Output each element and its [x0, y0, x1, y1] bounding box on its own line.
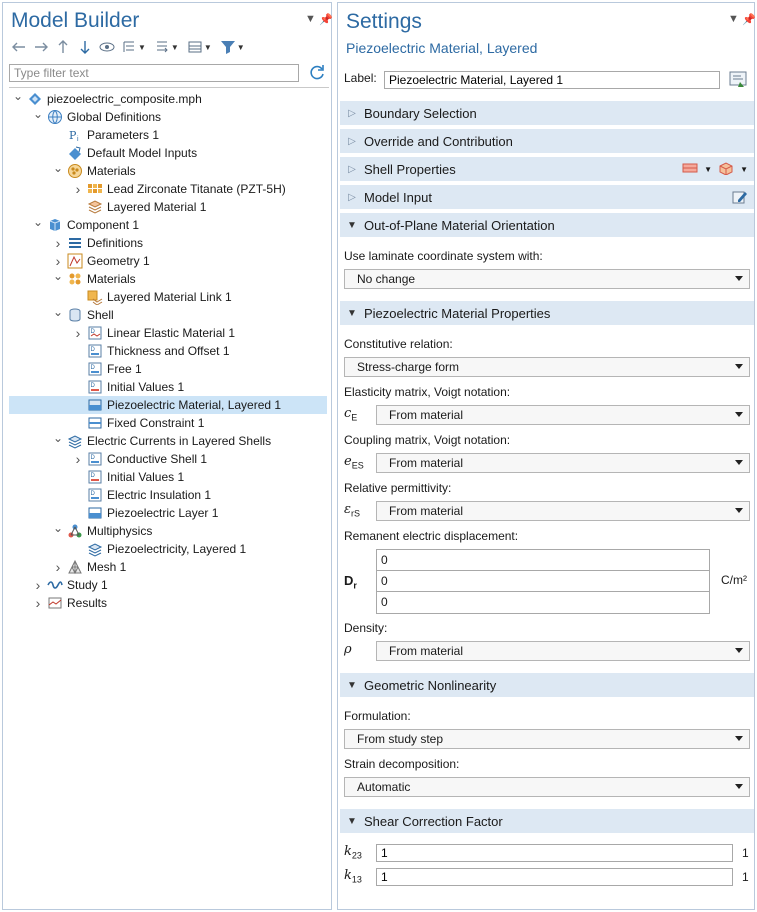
- conductive-shell-icon: [87, 451, 103, 467]
- tree-collapsed-icon[interactable]: ›: [75, 451, 81, 467]
- dropdown-arrow-icon: [735, 412, 743, 417]
- tree-item[interactable]: [71, 504, 218, 522]
- tree-item-label: Study 1: [67, 578, 108, 592]
- tree-item[interactable]: [71, 378, 184, 396]
- dropdown-arrow-icon: [735, 276, 743, 281]
- forward-arrow-icon[interactable]: [31, 38, 51, 56]
- dropdown-arrow-icon: [735, 736, 743, 741]
- tree-spacer: [71, 398, 85, 412]
- definitions-icon: [67, 235, 83, 251]
- tree-item-label: Fixed Constraint 1: [107, 416, 205, 430]
- symbol-subscript: r: [353, 580, 357, 591]
- material-icon: [87, 181, 103, 197]
- tree-spacer: [71, 470, 85, 484]
- permittivity-symbol: [344, 502, 360, 519]
- symbol-subscript: 13: [351, 874, 362, 885]
- k13-unit: 1: [742, 870, 749, 884]
- tree-item[interactable]: [71, 414, 204, 432]
- svg-text:D: D: [90, 455, 95, 461]
- remanent-z-input[interactable]: 0: [381, 595, 388, 609]
- tree-item[interactable]: [51, 144, 197, 162]
- edit-model-input-icon[interactable]: [732, 189, 748, 208]
- dropdown-arrow-icon: [735, 364, 743, 369]
- formulation-value: From study step: [357, 732, 444, 746]
- expanded-arrow-icon: ▼: [347, 815, 357, 827]
- tree-item-label: piezoelectric_composite.mph: [47, 92, 202, 106]
- electric-currents-icon: [67, 433, 83, 449]
- shell-icon: [67, 307, 83, 323]
- section-model-input[interactable]: [340, 185, 754, 209]
- expanded-arrow-icon: ▼: [347, 679, 357, 691]
- tree-item[interactable]: [51, 558, 126, 576]
- show-icon[interactable]: [97, 38, 117, 56]
- expanded-arrow-icon: ▼: [347, 219, 357, 231]
- tree-spacer: [71, 344, 85, 358]
- permittivity-select[interactable]: [376, 501, 750, 521]
- layer-plot-icon[interactable]: [682, 162, 698, 177]
- label-caption: Label:: [344, 71, 377, 85]
- model-tree: [9, 87, 329, 907]
- tree-expanded-icon[interactable]: ⌄: [52, 305, 64, 319]
- linear-elastic-icon: [87, 325, 103, 341]
- tree-item-label: Results: [67, 596, 108, 610]
- symbol-subscript: rS: [350, 508, 360, 519]
- label-row: [344, 71, 384, 85]
- tree-item-label: Initial Values 1: [107, 380, 185, 394]
- dropdown-arrow-icon: [735, 508, 743, 513]
- materials-icon: [67, 271, 83, 287]
- collapse-dropdown-icon[interactable]: ▼: [138, 42, 146, 52]
- tree-collapsed-icon[interactable]: ›: [35, 595, 41, 611]
- model-builder-toolbar: [9, 37, 249, 57]
- model-builder-title: Model Builder: [11, 9, 140, 32]
- mesh-icon: [67, 559, 83, 575]
- symbol-subscript: ES: [351, 460, 364, 471]
- tree-item[interactable]: [31, 216, 139, 234]
- move-down-icon[interactable]: [75, 38, 95, 56]
- laminate-coordinate-select[interactable]: [344, 269, 750, 289]
- model-builder-panel: [2, 2, 332, 910]
- coupling-symbol: [344, 454, 364, 471]
- coupling-caption: Coupling matrix, Voigt notation:: [344, 433, 511, 447]
- symbol-subscript: E: [351, 412, 358, 423]
- elasticity-symbol: [344, 406, 357, 423]
- tree-spacer: [71, 290, 85, 304]
- tree-item-label: Initial Values 1: [107, 470, 185, 484]
- tree-item-label: Component 1: [67, 218, 140, 232]
- tree-item-label: Electric Insulation 1: [107, 488, 212, 502]
- piezo-material-icon: [87, 397, 103, 413]
- collapsed-arrow-icon: ▷: [348, 191, 356, 203]
- symbol-text: k: [344, 844, 352, 859]
- tree-item[interactable]: [31, 576, 108, 594]
- pane-menu-icon[interactable]: ▼: [305, 13, 316, 25]
- back-arrow-icon[interactable]: [9, 38, 29, 56]
- symbol-subscript: 23: [351, 850, 362, 861]
- tree-spacer: [71, 362, 85, 376]
- parameters-icon: [67, 127, 83, 143]
- density-value: From material: [389, 644, 464, 658]
- initial-values-icon: [87, 469, 103, 485]
- tree-collapsed-icon[interactable]: ›: [75, 181, 81, 197]
- tree-filter-input[interactable]: [9, 64, 299, 82]
- results-icon: [47, 595, 63, 611]
- tree-item-label: Layered Material Link 1: [107, 290, 232, 304]
- tree-item[interactable]: [71, 360, 142, 378]
- tree-item[interactable]: [51, 126, 159, 144]
- constitutive-value: Stress-charge form: [357, 360, 460, 374]
- elasticity-value: From material: [389, 408, 464, 422]
- tree-item[interactable]: [51, 432, 271, 450]
- section-out-of-plane-orientation[interactable]: [340, 213, 754, 237]
- section-title: Geometric Nonlinearity: [364, 677, 497, 693]
- k23-symbol: [344, 844, 362, 861]
- symbol-text: e: [344, 454, 352, 469]
- tree-item-label: Piezoelectric Layer 1: [107, 506, 219, 520]
- tree-collapsed-icon[interactable]: ›: [55, 559, 61, 575]
- tree-expanded-icon[interactable]: ⌄: [32, 107, 44, 121]
- tree-collapsed-icon[interactable]: ›: [35, 577, 41, 593]
- svg-text:D: D: [90, 365, 95, 371]
- settings-panel: [337, 2, 755, 910]
- tree-spacer: [51, 146, 65, 160]
- symbol-text: D: [344, 573, 354, 588]
- expanded-arrow-icon: ▼: [347, 307, 357, 319]
- tree-item[interactable]: [51, 270, 136, 288]
- tree-item-label: Lead Zirconate Titanate (PZT-5H): [107, 182, 286, 196]
- dropdown-arrow-icon: [735, 784, 743, 789]
- tree-item[interactable]: [31, 594, 107, 612]
- tree-item[interactable]: [71, 180, 286, 198]
- refresh-icon[interactable]: [307, 63, 327, 83]
- density-caption: Density:: [344, 621, 388, 635]
- tree-collapsed-icon[interactable]: ›: [55, 235, 61, 251]
- section-title: Model Input: [364, 189, 432, 205]
- materials-globe-icon: [67, 163, 83, 179]
- settings-subtitle: Piezoelectric Material, Layered: [346, 40, 538, 56]
- symbol-text: ε: [344, 502, 351, 517]
- tree-expanded-icon[interactable]: ⌄: [52, 431, 64, 445]
- layered-material-link-icon: [87, 289, 103, 305]
- layout-dropdown-icon[interactable]: ▼: [203, 42, 212, 52]
- tree-item[interactable]: [51, 162, 136, 180]
- remanent-displacement-matrix: [376, 549, 710, 614]
- piezoelectricity-icon: [87, 541, 103, 557]
- k23-input[interactable]: [376, 844, 733, 862]
- coupling-value: From material: [389, 456, 464, 470]
- tree-expanded-icon[interactable]: ⌄: [52, 269, 64, 283]
- tree-collapsed-icon[interactable]: ›: [75, 325, 81, 341]
- tree-item[interactable]: [51, 306, 114, 324]
- dropdown-arrow-icon: [735, 460, 743, 465]
- settings-pin-icon[interactable]: 📌: [742, 14, 756, 26]
- coupling-matrix-select[interactable]: [376, 453, 750, 473]
- globe-icon: [47, 109, 63, 125]
- layered-material-icon: [87, 199, 103, 215]
- layer-3d-icon[interactable]: [718, 161, 734, 178]
- formulation-caption: Formulation:: [344, 709, 411, 723]
- tree-item-label: Electric Currents in Layered Shells: [87, 434, 272, 448]
- tree-item-label: Materials: [87, 164, 136, 178]
- density-select[interactable]: [376, 641, 750, 661]
- tree-item[interactable]: [9, 396, 327, 414]
- tree-spacer: [71, 542, 85, 556]
- pin-icon[interactable]: 📌: [319, 14, 333, 26]
- constitutive-caption: Constitutive relation:: [344, 337, 453, 351]
- tree-spacer: [71, 506, 85, 520]
- k13-symbol: [344, 868, 362, 885]
- symbol-text: k: [344, 868, 352, 883]
- permittivity-caption: Relative permittivity:: [344, 481, 452, 495]
- tree-expanded-icon[interactable]: ⌄: [52, 521, 64, 535]
- collapse-icon[interactable]: [119, 38, 139, 56]
- tree-spacer: [51, 128, 65, 142]
- tree-spacer: [71, 200, 85, 214]
- symbol-text: c: [344, 406, 352, 421]
- tree-item[interactable]: [11, 90, 202, 108]
- tree-item-label: Parameters 1: [87, 128, 160, 142]
- section-shear-correction[interactable]: [340, 809, 754, 833]
- remanent-x-input[interactable]: 0: [377, 550, 709, 571]
- tree-item[interactable]: [71, 342, 230, 360]
- model-inputs-icon: [67, 145, 83, 161]
- tree-item[interactable]: [71, 324, 235, 342]
- settings-menu-icon[interactable]: ▼: [728, 13, 739, 25]
- svg-text:D: D: [90, 491, 95, 497]
- svg-text:D: D: [90, 347, 95, 353]
- tree-item-label: Free 1: [107, 362, 142, 376]
- section-title: Out-of-Plane Material Orientation: [364, 217, 555, 233]
- tree-spacer: [71, 380, 85, 394]
- formulation-select[interactable]: [344, 729, 750, 749]
- multiphysics-icon: [67, 523, 83, 539]
- tree-item[interactable]: [71, 468, 184, 486]
- model-file-icon: [27, 91, 43, 107]
- tree-item-label: Thickness and Offset 1: [107, 344, 230, 358]
- component-icon: [47, 217, 63, 233]
- section-title: Override and Contribution: [364, 133, 513, 149]
- section-boundary-selection[interactable]: [340, 101, 754, 125]
- tree-item[interactable]: [51, 522, 152, 540]
- k23-unit: 1: [742, 846, 749, 860]
- section-title: Shear Correction Factor: [364, 813, 503, 829]
- tree-item-label: Global Definitions: [67, 110, 162, 124]
- svg-text:D: D: [90, 329, 95, 335]
- expand-dropdown-icon[interactable]: ▼: [170, 42, 179, 52]
- tree-item-label: Layered Material 1: [107, 200, 207, 214]
- tree-item[interactable]: [71, 288, 232, 306]
- tree-item[interactable]: [51, 252, 150, 270]
- fixed-constraint-icon: [87, 415, 103, 431]
- study-icon: [47, 577, 63, 593]
- section-title: Boundary Selection: [364, 105, 477, 121]
- settings-title: Settings: [346, 10, 422, 33]
- permittivity-value: From material: [389, 504, 464, 518]
- section-override-contribution[interactable]: [340, 129, 754, 153]
- svg-text:i: i: [77, 136, 79, 143]
- density-symbol: ρ: [344, 642, 352, 657]
- free-icon: [87, 361, 103, 377]
- tree-item-label: Mesh 1: [87, 560, 127, 574]
- collapsed-arrow-icon: ▷: [348, 163, 356, 175]
- tree-item-label: Linear Elastic Material 1: [107, 326, 236, 340]
- collapsed-arrow-icon: ▷: [348, 107, 356, 119]
- tree-item-label: Piezoelectric Material, Layered 1: [107, 398, 282, 412]
- tree-item[interactable]: [71, 450, 207, 468]
- tree-item-label: Geometry 1: [87, 254, 150, 268]
- thickness-icon: [87, 343, 103, 359]
- layer-3d-dropdown-icon[interactable]: ▼: [740, 165, 748, 174]
- tree-item-label: Conductive Shell 1: [107, 452, 208, 466]
- laminate-value: No change: [357, 272, 416, 286]
- tree-item[interactable]: [51, 234, 143, 252]
- remanent-symbol: [344, 573, 357, 591]
- layer-plot-dropdown-icon[interactable]: ▼: [704, 165, 713, 174]
- tree-expanded-icon[interactable]: ⌄: [32, 215, 44, 229]
- section-title: Piezoelectric Material Properties: [364, 305, 551, 321]
- tree-item-label: Default Model Inputs: [87, 146, 198, 160]
- filter-dropdown-icon[interactable]: ▼: [236, 42, 245, 52]
- initial-values-icon: [87, 379, 103, 395]
- k13-input[interactable]: [376, 868, 733, 886]
- tree-item[interactable]: [71, 540, 246, 558]
- expand-icon[interactable]: [152, 38, 172, 56]
- strain-caption: Strain decomposition:: [344, 757, 460, 771]
- tree-item[interactable]: [31, 108, 161, 126]
- tree-collapsed-icon[interactable]: ›: [55, 253, 61, 269]
- piezo-layer-icon: [87, 505, 103, 521]
- layout-icon[interactable]: [185, 38, 205, 56]
- filter-funnel-icon[interactable]: [218, 38, 238, 56]
- label-input[interactable]: [384, 71, 720, 89]
- tree-item[interactable]: [71, 198, 206, 216]
- collapsed-arrow-icon: ▷: [348, 135, 356, 147]
- move-up-icon[interactable]: [53, 38, 73, 56]
- svg-text:D: D: [90, 473, 95, 479]
- tree-spacer: [71, 488, 85, 502]
- constitutive-relation-select[interactable]: [344, 357, 750, 377]
- section-geometric-nonlinearity[interactable]: [340, 673, 754, 697]
- elasticity-matrix-select[interactable]: [376, 405, 750, 425]
- tree-item[interactable]: [71, 486, 211, 504]
- dropdown-arrow-icon: [735, 648, 743, 653]
- strain-value: Automatic: [357, 780, 411, 794]
- laminate-caption: Use laminate coordinate system with:: [344, 249, 543, 263]
- elasticity-caption: Elasticity matrix, Voigt notation:: [344, 385, 511, 399]
- strain-decomposition-select[interactable]: [344, 777, 750, 797]
- tree-item-label: Definitions: [87, 236, 144, 250]
- svg-text:D: D: [90, 383, 95, 389]
- svg-text:P: P: [69, 129, 77, 142]
- tree-expanded-icon[interactable]: ⌄: [52, 161, 64, 175]
- electric-insulation-icon: [87, 487, 103, 503]
- label-settings-icon[interactable]: [728, 69, 750, 91]
- remanent-y-input[interactable]: 0: [377, 571, 709, 592]
- tree-item-label: Materials: [87, 272, 136, 286]
- section-piezo-properties[interactable]: [340, 301, 754, 325]
- tree-expanded-icon[interactable]: ⌄: [12, 89, 24, 103]
- section-title: Shell Properties: [364, 161, 456, 177]
- remanent-unit: C/m²: [721, 573, 747, 587]
- tree-item-label: Multiphysics: [87, 524, 153, 538]
- tree-item-label: Piezoelectricity, Layered 1: [107, 542, 247, 556]
- tree-item-label: Shell: [87, 308, 114, 322]
- remanent-caption: Remanent electric displacement:: [344, 529, 519, 543]
- tree-spacer: [71, 416, 85, 430]
- section-shell-properties[interactable]: [340, 157, 754, 181]
- geometry-icon: [67, 253, 83, 269]
